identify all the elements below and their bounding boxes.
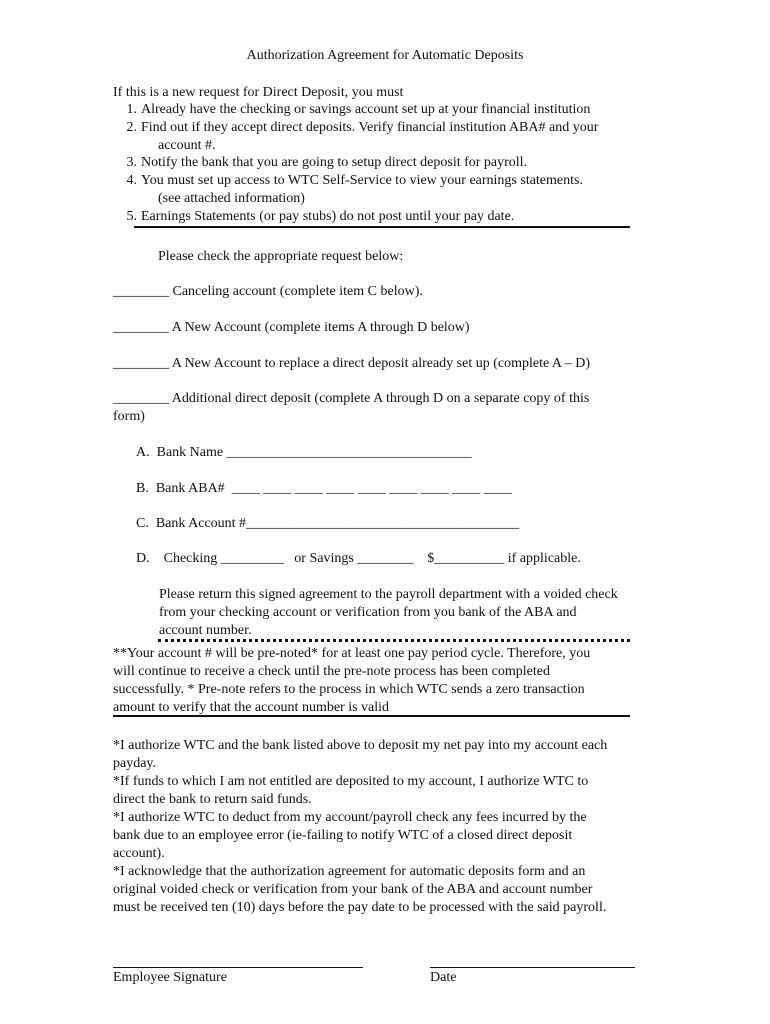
list-item: 4. You must set up access to WTC Self-Service to view your earnings statements.: [126, 173, 583, 188]
prenote-line: will continue to receive a check until the pre-note process has been completed: [113, 664, 550, 679]
field-bank-aba: B. Bank ABA# ____ ____ ____ ____ ____ ____ ____ ____ ____: [136, 481, 512, 496]
authorization-line: *I acknowledge that the authorization agreement for automatic deposits form and an: [113, 864, 586, 879]
prenote-line: amount to verify that the account number is valid: [113, 700, 390, 715]
return-note-line: from your checking account or verification from you bank of the ABA and: [159, 605, 577, 620]
dotted-divider: [158, 639, 630, 642]
list-item: 3. Notify the bank that you are going to setup direct deposit for payroll.: [126, 155, 528, 170]
divider: [134, 226, 630, 228]
check-prompt: Please check the appropriate request below:: [158, 249, 404, 264]
prenote-line: **Your account # will be pre-noted* for at least one pay period cycle. Therefore, you: [113, 646, 591, 661]
list-item: 5. Earnings Statements (or pay stubs) do not post until your pay date.: [126, 209, 515, 224]
option-continuation: form): [113, 409, 145, 424]
savings-input[interactable]: ________: [357, 551, 414, 566]
authorization-line: bank due to an employee error (ie-failing to notify WTC of a closed direct deposit: [113, 828, 573, 843]
intro-text: If this is a new request for Direct Deposit, you must: [113, 85, 404, 100]
employee-signature-line[interactable]: [113, 967, 363, 968]
return-note-line: account number.: [159, 623, 252, 638]
bank-name-input[interactable]: ___________________________________: [226, 445, 472, 460]
prenote-line: successfully. * Pre-note refers to the process in which WTC sends a zero transaction: [113, 682, 585, 697]
amount-input[interactable]: $__________: [427, 551, 505, 566]
authorization-line: *I authorize WTC and the bank listed above to deposit my net pay into my account each: [113, 738, 608, 753]
authorization-line: account).: [113, 846, 165, 861]
option-additional-deposit[interactable]: ________ Additional direct deposit (complete A through D on a separate copy of this: [113, 391, 590, 406]
option-canceling-account[interactable]: ________ Canceling account (complete item C below).: [113, 284, 423, 299]
authorization-line: payday.: [113, 756, 157, 771]
authorization-line: original voided check or verification from your bank of the ABA and account number: [113, 882, 593, 897]
list-item: 2. Find out if they accept direct deposits. Verify financial institution ABA# and your: [126, 120, 599, 135]
option-replace-deposit[interactable]: ________ A New Account to replace a direct deposit already set up (complete A – D): [113, 356, 591, 371]
check-blank[interactable]: ________: [113, 356, 169, 371]
authorization-line: *If funds to which I am not entitled are deposited to my account, I authorize WTC to: [113, 774, 589, 789]
field-account-type: D. Checking _________ or Savings ________ $__________ if applicable.: [136, 551, 581, 566]
check-blank[interactable]: ________: [113, 320, 169, 335]
authorization-line: *I authorize WTC to deduct from my account/payroll check any fees incurred by the: [113, 810, 587, 825]
field-bank-name: A. Bank Name ___________________________________: [136, 445, 472, 460]
return-note-line: Please return this signed agreement to the payroll department with a voided check: [159, 587, 618, 602]
check-blank[interactable]: ________: [113, 284, 169, 299]
date-line[interactable]: [430, 967, 635, 968]
page-title: Authorization Agreement for Automatic Deposits: [246, 48, 524, 63]
bank-account-input[interactable]: _______________________________________: [246, 516, 520, 531]
checking-input[interactable]: _________: [220, 551, 284, 566]
divider: [113, 715, 630, 717]
list-item: 1. Already have the checking or savings account set up at your financial institution: [126, 102, 591, 117]
check-blank[interactable]: ________: [113, 391, 169, 406]
list-item-continuation: account #.: [158, 138, 216, 153]
bank-aba-input[interactable]: ____ ____ ____ ____ ____ ____ ____ ____ ____: [231, 481, 512, 496]
employee-signature-label: Employee Signature: [113, 970, 227, 985]
authorization-line: direct the bank to return said funds.: [113, 792, 312, 807]
authorization-line: must be received ten (10) days before the pay date to be processed with the said payroll.: [113, 900, 607, 915]
option-new-account[interactable]: ________ A New Account (complete items A through D below): [113, 320, 470, 335]
date-label: Date: [430, 970, 457, 985]
list-item-continuation: (see attached information): [158, 191, 305, 206]
field-bank-account: C. Bank Account #_______________________________________: [136, 516, 520, 531]
